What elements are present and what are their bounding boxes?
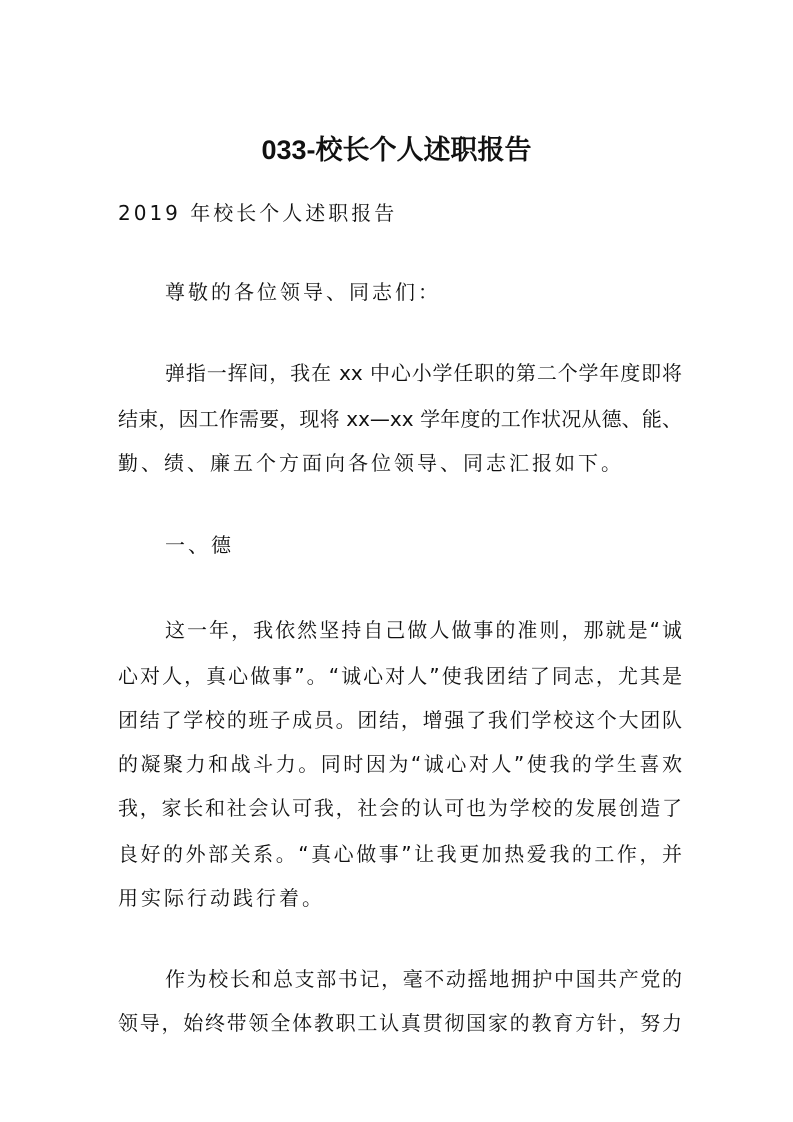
paragraph-2-line: 用实际行动践行着。 [118,886,325,910]
paragraph-2-line: 良好的外部关系。“真心做事”让我更加热爱我的工作，并 [118,842,682,866]
greeting: 尊敬的各位领导、同志们： [165,280,441,304]
paragraph-1-line: 结束，因工作需要，现将 xx—xx 学年度的工作状况从德、能、 [118,407,682,431]
paragraph-2-line: 的凝聚力和战斗力。同时因为“诚心对人”使我的学生喜欢 [118,752,682,776]
paragraph-2-line: 这一年，我依然坚持自己做人做事的准则，那就是“诚 [165,618,682,642]
paragraph-1-line: 勤、绩、廉五个方面向各位领导、同志汇报如下。 [118,451,624,475]
paragraph-2-line: 团结了学校的班子成员。团结，增强了我们学校这个大团队 [118,708,682,732]
paragraph-3-line: 作为校长和总支部书记，毫不动摇地拥护中国共产党的 [165,967,682,991]
section-heading: 一、德 [165,533,234,557]
paragraph-1-line: 弹指一挥间，我在 xx 中心小学任职的第二个学年度即将 [165,361,682,385]
paragraph-2-line: 心对人，真心做事”。“诚心对人”使我团结了同志，尤其是 [118,664,682,688]
paragraph-2-line: 我，家长和社会认可我，社会的认可也为学校的发展创造了 [118,796,682,820]
paragraph-3-line: 领导，始终带领全体教职工认真贯彻国家的教育方针，努力 [118,1011,682,1035]
document-title: 033-校长个人述职报告 [261,135,532,165]
document-subtitle: 2019 年校长个人述职报告 [118,201,398,225]
